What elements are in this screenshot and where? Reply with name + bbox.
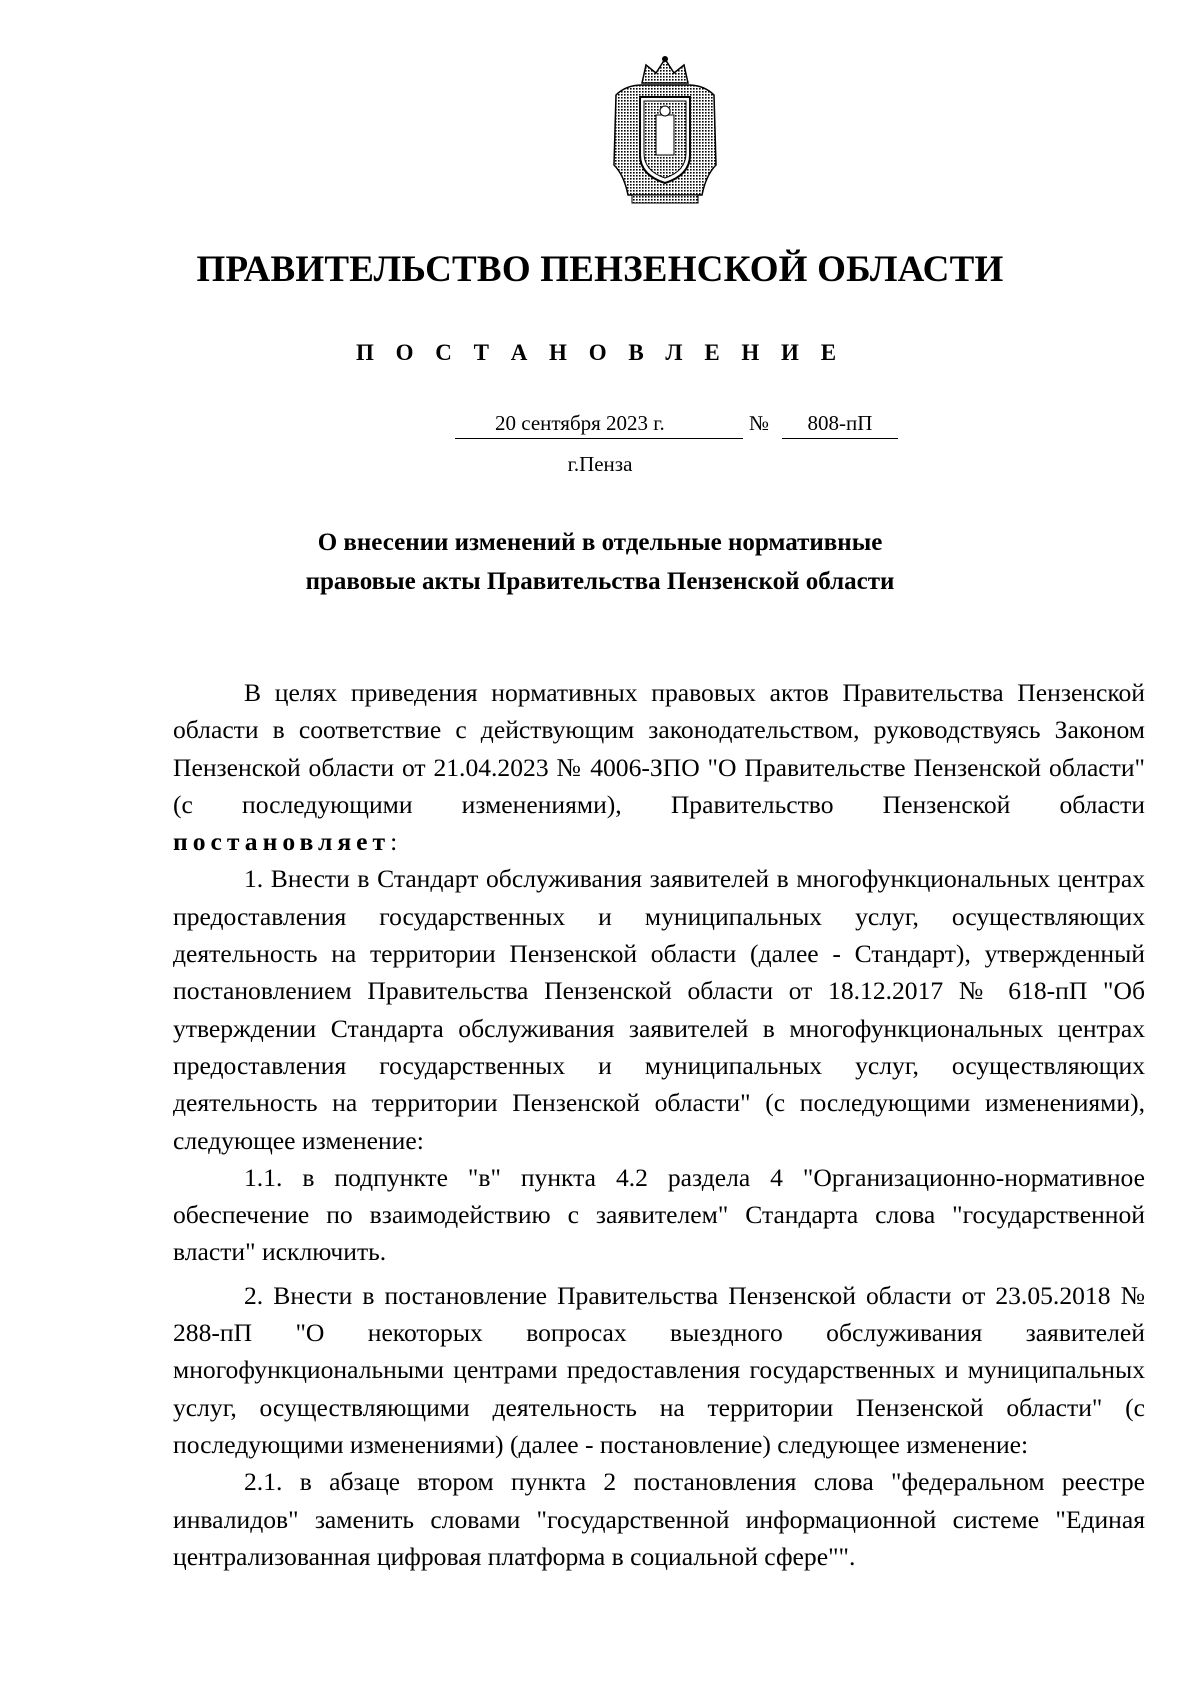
coat-of-arms-emblem <box>606 55 724 207</box>
subject-line-2: правовые акты Правительства Пензенской области <box>305 568 895 595</box>
paragraph-preamble: В целях приведения нормативных правовых актов Правительства Пензенской области в соответствие с действующим законодательством, руководствуясь Законом Пензенской области от 21.04.2023 № 4006-ЗПО "О Правительстве Пензенской области" (с последующими изменениями), Правительство Пензенской области постановляет: <box>173 678 1145 857</box>
document-date: 20 сентября 2023 г. <box>455 411 743 439</box>
paragraph-item-2-1: 2.1. в абзаце втором пункта 2 постановления слова "федеральном реестре инвалидов" заменить словами "государственной информационной системе "Единая централизованная цифровая платформа в социальной сфере"". <box>173 1467 1145 1571</box>
document-body <box>173 674 1145 1575</box>
document-subject <box>0 523 1200 601</box>
city: г.Пенза <box>567 452 633 476</box>
government-title: ПРАВИТЕЛЬСТВО ПЕНЗЕНСКОЙ ОБЛАСТИ <box>196 249 1004 290</box>
paragraph-item-1: 1. Внести в Стандарт обслуживания заявителей в многофункциональных центрах предоставления государственных и муниципальных услуг, осуществляющих деятельность на территории Пензенской области (далее - Стандарт), утвержденный постановлением Правительства Пензенской области от 18.12.2017 № 618-пП "Об утверждении Стандарта обслуживания заявителей в многофункциональных центрах предоставления государственных и муниципальных услуг, осуществляющих деятельность на территории Пензенской области" (с последующими изменениями), следующее изменение: <box>173 864 1145 1155</box>
paragraph-item-1-1: 1.1. в подпункте "в" пункта 4.2 раздела 4 "Организационно-нормативное обеспечение по взаимодействию с заявителем" Стандарта слова "государственной власти" исключить. <box>173 1162 1145 1267</box>
number-sign: № <box>749 411 770 435</box>
document-type: П О С Т А Н О В Л Е Н И Е <box>355 340 845 365</box>
document-number: 808-пП <box>782 411 898 439</box>
subject-line-1: О внесении изменений в отдельные нормативные <box>317 529 883 556</box>
paragraph-item-2: 2. Внести в постановление Правительства Пензенской области от 23.05.2018 № 288-пП "О некоторых вопросах выездного обслуживания заявителей многофункциональными центрами предоставления государственных и муниципальных услуг, осуществляющими деятельность на территории Пензенской области" (с последующими изменениями) (далее - постановление) следующее изменение: <box>173 1280 1145 1459</box>
date-number-line <box>0 411 1200 445</box>
decree-keyword: постановляет <box>173 827 391 857</box>
